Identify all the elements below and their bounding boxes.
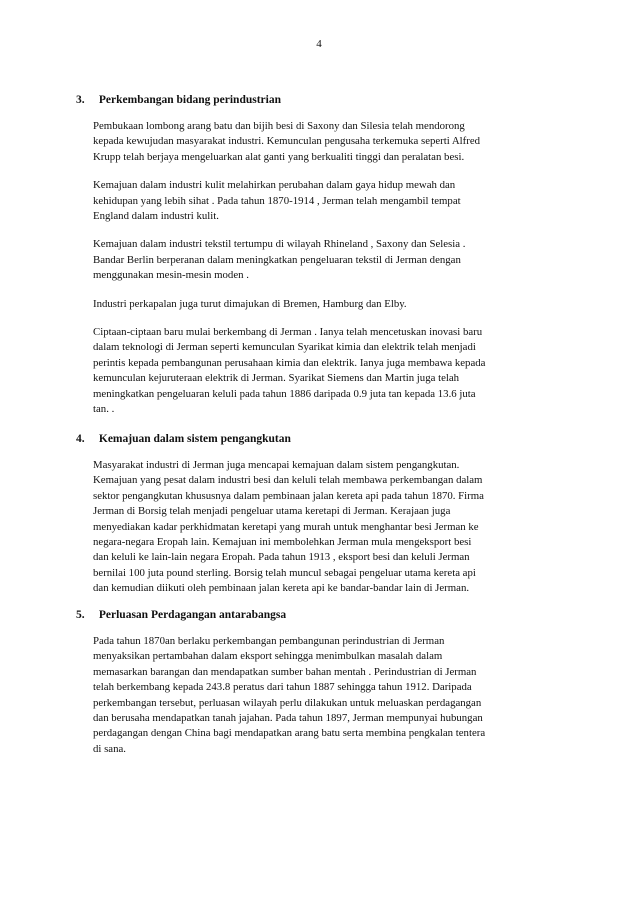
- section-5: [76, 609, 556, 757]
- section-number: 4.: [76, 433, 85, 445]
- section-3: [76, 94, 556, 418]
- text-line: meningkatkan pengeluaran keluli pada tahun 1886 daripada 0.9 juta tan kepada 13.6 juta: [93, 387, 476, 400]
- section-4: [76, 433, 556, 597]
- text-line: dan keluli ke lain-lain negara Eropah. Pada tahun 1913 , eksport besi dan keluli Jerman: [93, 551, 470, 564]
- text-line: menggunakan mesin-mesin moden .: [93, 269, 249, 282]
- text-line: di sana.: [93, 742, 126, 755]
- text-line: dalam teknologi di Jerman seperti kemunculan Syarikat kimia dan elektrik telah menjadi: [93, 341, 476, 354]
- text-line: Krupp telah berjaya mengeluarkan alat ganti yang berkualiti tinggi dan peralatan besi.: [93, 150, 465, 163]
- paragraph: [93, 178, 556, 224]
- paragraph: [93, 325, 556, 417]
- text-line: Bandar Berlin berperanan dalam meningkatkan pengeluaran tekstil di Jerman dengan: [93, 253, 461, 266]
- text-line: Masyarakat industri di Jerman juga mencapai kemajuan dalam sistem pengangkutan.: [93, 459, 460, 471]
- text-line: Pada tahun 1870an berlaku perkembangan pembangunan perindustrian di Jerman: [93, 635, 445, 647]
- text-line: perkembangan tersebut, perluasan wilayah perlu dilakukan untuk meluaskan perdagangan: [93, 696, 482, 709]
- section-title: Perkembangan bidang perindustrian: [98, 94, 281, 106]
- text-line: Kemajuan dalam industri tekstil tertumpu di wilayah Rhineland , Saxony dan Selesia .: [93, 238, 466, 251]
- text-line: kepada kewujudan masyarakat industri. Kemunculan pengusaha terkemuka seperti Alfred: [93, 135, 481, 148]
- text-line: dan kemudian diikuti oleh pembinaan jalan kereta api ke bandar-bandar lain di Jerman.: [93, 582, 470, 595]
- paragraph: [93, 119, 556, 165]
- text-line: dan berusaha mendapatkan tanah jajahan. Pada tahun 1897, Jerman mempunyai hubungan: [93, 712, 483, 725]
- text-line: tan. .: [93, 403, 115, 416]
- section-number: 3.: [76, 94, 85, 106]
- section-title: Perluasan Perdagangan antarabangsa: [98, 609, 287, 621]
- page-number: 4: [316, 38, 322, 50]
- text-line: Pembukaan lombong arang batu dan bijih besi di Saxony dan Silesia telah mendorong: [93, 120, 465, 132]
- text-line: Kemajuan dalam industri kulit melahirkan perubahan dalam gaya hidup mewah dan: [93, 179, 456, 192]
- text-line: Jerman di Borsig telah menjadi pengeluar utama keretapi di Jerman. Kerajaan juga: [93, 505, 451, 518]
- text-line: menyediakan kadar perkhidmatan keretapi yang murah untuk menghantar besi Jerman ke: [93, 520, 479, 533]
- paragraph: [93, 634, 556, 757]
- section-heading: [76, 94, 556, 106]
- section-heading: [76, 609, 556, 621]
- text-line: England dalam industri kulit.: [93, 210, 219, 223]
- text-line: perintis kepada pembangunan perusahaan kimia dan elektrik. Ianya juga membawa kepada: [93, 356, 486, 369]
- paragraph: [93, 297, 556, 312]
- text-line: menyaksikan pertambahan dalam eksport sehingga menimbulkan masalah dalam: [93, 650, 443, 663]
- text-line: telah berkembang kepada 243.8 peratus dari tahun 1887 sehingga tahun 1912. Daripada: [93, 681, 472, 694]
- text-line: kehidupan yang lebih sihat . Pada tahun 1870-1914 , Jerman telah mengambil tempat: [93, 194, 461, 207]
- text-line: Kemajuan yang pesat dalam industri besi dan keluli telah membawa perkembangan dalam: [93, 474, 483, 487]
- text-line: bernilai 100 juta pound sterling. Borsig telah muncul sebagai pengeluar utama kereta api: [93, 566, 476, 579]
- section-title: Kemajuan dalam sistem pengangkutan: [98, 433, 291, 445]
- text-line: perdagangan dengan China bagi mendapatkan arang batu serta membina pengkalan tentera: [93, 727, 486, 740]
- paragraph: [93, 237, 556, 283]
- section-number: 5.: [76, 609, 85, 621]
- text-line: Ciptaan-ciptaan baru mulai berkembang di Jerman . Ianya telah mencetuskan inovasi baru: [93, 326, 483, 339]
- text-line: sektor pengangkutan khususnya dalam pembinaan jalan kereta api pada tahun 1870. Firma: [93, 489, 484, 502]
- section-heading: [76, 433, 556, 445]
- text-line: kemunculan kejuruteraan elektrik di Jerman. Syarikat Siemens dan Martin juga telah: [93, 372, 460, 385]
- text-line: negara-negara Eropah lain. Kemajuan ini membolehkan Jerman mula mengeksport besi: [93, 536, 472, 549]
- text-line: memasarkan barangan dan mendapatkan sumber bahan mentah . Perindustrian di Jerman: [93, 665, 477, 678]
- paragraph: [93, 458, 556, 597]
- text-line: Industri perkapalan juga turut dimajukan di Bremen, Hamburg dan Elby.: [93, 297, 407, 310]
